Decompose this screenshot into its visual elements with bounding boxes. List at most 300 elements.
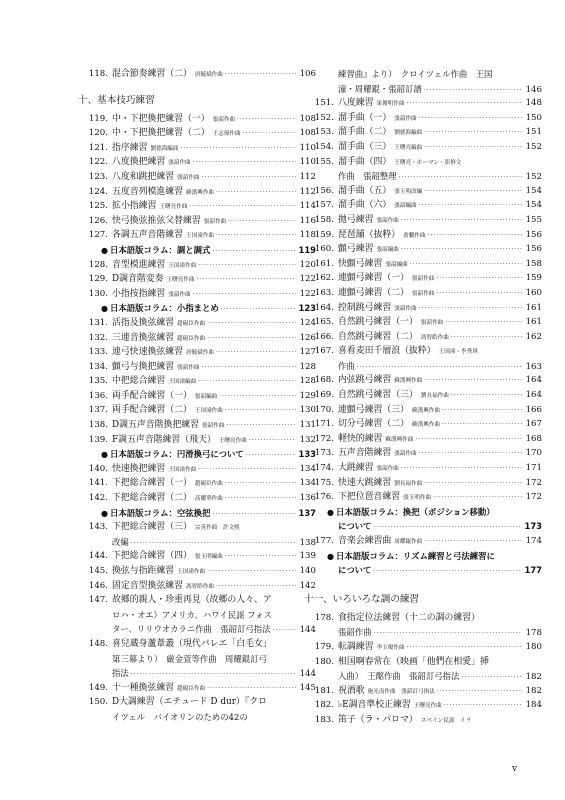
toc-entry xyxy=(304,461,542,476)
entry-composer: 蘇漢興作曲 xyxy=(412,407,440,414)
entry-number: 138. xyxy=(88,420,108,431)
entry-title: 三連音換弦練習 xyxy=(112,332,175,343)
toc-entry xyxy=(78,141,316,156)
entry-title: ♭E調音準校正練習 xyxy=(338,700,411,711)
toc-entry xyxy=(304,198,542,213)
entry-composer: 張韶作曲 xyxy=(412,290,435,297)
entry-number: 158. xyxy=(314,214,334,225)
entry-page: 158 xyxy=(525,258,542,269)
entry-title: 拡小指練習 xyxy=(112,201,157,212)
entry-number: 145. xyxy=(88,566,108,576)
toc-entry xyxy=(304,388,542,403)
toc-entry xyxy=(78,418,316,433)
toc-entry xyxy=(78,695,316,710)
entry-composer: 王曙亮作曲 xyxy=(166,277,195,284)
entry-composer: 張韶編曲 xyxy=(194,393,218,400)
entry-title: 溜手曲（一） xyxy=(338,112,392,123)
leader-dots xyxy=(216,229,296,243)
leader-dots xyxy=(436,287,522,301)
toc-entry xyxy=(78,155,316,170)
toc-entry xyxy=(304,713,542,728)
entry-number: 133. xyxy=(88,347,108,358)
entry-title: について xyxy=(338,565,372,576)
toc-entry xyxy=(304,330,542,345)
entry-number: 129. xyxy=(88,274,108,285)
entry-page: 139 xyxy=(299,551,316,562)
entry-continuation xyxy=(78,622,316,637)
toc-entry xyxy=(78,258,316,273)
page-number: v xyxy=(512,764,518,774)
entry-title: 下把総合練習（三） xyxy=(112,522,192,533)
leader-dots xyxy=(249,434,296,448)
entry-page: 123 xyxy=(298,303,316,314)
entry-page: 151 xyxy=(525,127,542,138)
bullet-icon: ● xyxy=(327,507,334,517)
leader-dots xyxy=(419,112,522,126)
entry-title: 内弦跳弓練習 xyxy=(338,375,392,386)
entry-number: 137. xyxy=(88,405,108,416)
column-entry xyxy=(78,301,316,316)
leader-dots xyxy=(451,389,522,403)
spacer xyxy=(304,578,542,588)
leader-dots xyxy=(225,550,296,564)
entry-number: 162. xyxy=(314,273,334,284)
entry-title: 大跳練習 xyxy=(338,463,374,474)
leader-dots xyxy=(373,521,522,534)
entry-title: 溜手曲（三） xyxy=(338,141,392,152)
entry-title: 快弓換弦推弦父替練習 xyxy=(112,215,201,226)
entry-title: 控制跳弓練習 xyxy=(338,302,392,313)
entry-page: 122 xyxy=(299,274,316,285)
toc-entry xyxy=(304,534,542,549)
toc-entry xyxy=(78,126,316,141)
leader-dots xyxy=(225,404,296,418)
entry-number: 119. xyxy=(88,113,108,124)
entry-composer: 馮智皓作曲 xyxy=(186,583,214,590)
leader-dots xyxy=(406,641,522,655)
entry-title: 小指按指練習 xyxy=(112,288,166,299)
entry-composer: 張韶作曲 xyxy=(177,174,200,181)
entry-title: 指序練習 xyxy=(112,142,148,153)
entry-title: 溜手曲（四） xyxy=(338,156,392,167)
entry-number: 120. xyxy=(88,128,108,139)
entry-number: 146. xyxy=(88,580,108,591)
column-entry xyxy=(78,243,316,258)
leader-dots xyxy=(131,537,296,550)
leader-dots xyxy=(207,332,296,346)
entry-title: 固定音型換弦練習 xyxy=(112,580,183,591)
toc-entry xyxy=(78,389,316,404)
entry-composer: 王曙亮・ホーマン・影修文 xyxy=(394,159,462,166)
entry-page: 140 xyxy=(299,566,316,576)
entry-composer: 宗英作曲 許文熙 xyxy=(194,525,240,532)
toc-entry xyxy=(304,257,542,272)
leader-dots xyxy=(198,259,296,273)
toc-entry xyxy=(304,213,542,228)
entry-composer: 王国潼作曲 xyxy=(168,466,197,473)
entry-composer: 張韶作曲 xyxy=(177,364,200,371)
entry-title: 連顫弓練習（二） xyxy=(338,287,409,298)
leader-dots xyxy=(461,671,522,684)
entry-title: F調五声音階練習（飛天） xyxy=(112,434,216,445)
toc-entry xyxy=(78,287,316,302)
leader-dots xyxy=(424,374,522,388)
entry-number: 121. xyxy=(88,142,108,153)
entry-number: 136. xyxy=(88,390,108,401)
leader-dots xyxy=(198,463,296,477)
column-entry xyxy=(304,505,542,520)
toc-entry xyxy=(78,549,316,564)
toc-entry xyxy=(304,417,542,432)
leader-dots xyxy=(424,141,522,155)
leader-dots xyxy=(228,215,296,229)
toc-entry xyxy=(78,272,316,287)
entry-continuation xyxy=(304,359,542,374)
entry-composer: 李玉俊作曲 xyxy=(376,644,405,651)
toc-entry xyxy=(78,637,316,652)
entry-title: 第三幕より） 厳金萱等作曲 周耀錕訂弓 xyxy=(112,653,267,664)
entry-number: 149. xyxy=(88,682,108,693)
entry-page: 156 xyxy=(525,244,542,255)
entry-composer: 高耀華作曲 xyxy=(194,496,223,503)
entry-title: 拋弓練習 xyxy=(338,214,374,225)
entry-continuation xyxy=(78,535,316,550)
toc-entry xyxy=(78,112,316,127)
entry-composer: 果俊明作曲 xyxy=(376,101,405,108)
toc-entry xyxy=(304,655,542,670)
entry-page: 148 xyxy=(525,98,542,109)
entry-page: 127 xyxy=(299,347,316,358)
leader-dots xyxy=(406,97,522,111)
entry-number: 172. xyxy=(314,433,334,444)
entry-number: 143. xyxy=(88,522,108,533)
entry-page: 161 xyxy=(525,317,542,328)
leader-dots xyxy=(193,288,296,302)
entry-composer: 王志偉作曲 xyxy=(212,131,241,138)
leader-dots xyxy=(424,477,522,491)
entry-composer: 蘇漢興作曲 xyxy=(412,422,440,429)
entry-page: 124 xyxy=(299,317,316,328)
entry-page: 108 xyxy=(299,128,316,139)
entry-composer: 趙硯臣作曲 xyxy=(177,335,206,342)
entry-composer: 張韶作曲 xyxy=(420,320,444,327)
entry-title: D大調練習（エチュード D dur）『クロ xyxy=(112,697,268,708)
entry-page: 161 xyxy=(525,302,542,313)
entry-page: 178 xyxy=(525,628,542,639)
entry-number: 131. xyxy=(88,317,108,328)
toc-entry xyxy=(304,344,542,359)
leader-dots xyxy=(131,668,296,681)
entry-title: 下把総合練習（一） xyxy=(112,478,192,489)
entry-composer: 王国潼作曲 xyxy=(177,569,206,575)
entry-continuation xyxy=(304,519,542,534)
toc-entry xyxy=(304,125,542,140)
entry-number: 151. xyxy=(314,98,334,109)
entry-page: 112 xyxy=(299,171,316,182)
entry-title: 顫弓与換把練習 xyxy=(112,361,175,372)
toc-entry xyxy=(304,684,542,699)
toc-entry xyxy=(78,228,316,243)
entry-composer: 王曙亮編曲 xyxy=(394,144,423,151)
toc-entry xyxy=(304,315,542,330)
entry-page: 172 xyxy=(525,492,542,503)
entry-page: 163 xyxy=(525,361,542,372)
leader-dots xyxy=(212,245,296,258)
entry-title: イツェル バイオリンのための42の xyxy=(112,711,248,722)
leader-dots xyxy=(189,200,296,214)
leader-dots xyxy=(207,682,296,696)
entry-composer: 王国潼作曲 xyxy=(168,262,197,269)
entry-title: 顫弓練習 xyxy=(338,244,374,255)
toc-left-column xyxy=(78,67,316,725)
entry-title: 換弦与指距練習 xyxy=(112,566,175,576)
entry-composer: 周耀錕作曲 xyxy=(394,539,423,545)
entry-composer: 王国潼編曲 xyxy=(168,379,197,386)
entry-composer: 劉長福作曲 xyxy=(420,393,449,400)
entry-title: 八度換把練習 xyxy=(112,157,166,168)
toc-entry xyxy=(304,228,542,243)
leader-dots xyxy=(202,361,296,375)
entry-composer: 王曙亮作曲 xyxy=(218,437,247,444)
entry-composer: 張韶作曲 xyxy=(376,466,399,473)
entry-composer: 劉長福作曲 xyxy=(394,480,423,487)
entry-continuation xyxy=(304,669,542,684)
toc-entry xyxy=(78,403,316,418)
entry-title: 作曲 張韶整理 xyxy=(338,171,397,182)
entry-title: 溜手曲（五） xyxy=(338,185,392,196)
leader-dots xyxy=(424,535,522,549)
entry-composer: 王国潼・李秀琪 xyxy=(438,349,478,356)
leader-dots xyxy=(246,449,296,462)
entry-title: 日本語版コラム：換把（ポジション移動） xyxy=(336,506,495,517)
entry-number: 118. xyxy=(88,69,108,79)
entry-number: 153. xyxy=(314,127,334,138)
entry-composer: 馮智皓作曲 xyxy=(420,334,449,341)
entry-page: 156 xyxy=(525,229,542,240)
entry-continuation xyxy=(304,625,542,640)
entry-composer: 張玉明編曲 xyxy=(194,554,223,561)
entry-title: 喜兒蔵身蘆葦叢（現代バレエ「白毛女」 xyxy=(112,638,272,649)
toc-entry xyxy=(304,301,542,316)
entry-page: 110 xyxy=(299,142,316,153)
entry-composer: スペイン民謡 イラ xyxy=(420,717,472,724)
entry-title: 日本語版コラム：空弦換把 xyxy=(110,507,211,518)
entry-page: 114 xyxy=(299,201,316,212)
entry-title: 下把総合練習（二） xyxy=(112,493,192,504)
entry-title: 琵琶舗（抜粋） xyxy=(338,229,401,240)
toc-entry xyxy=(304,698,542,713)
entry-title: 故郷的親人・珍重再見（故郷の人々、ア xyxy=(112,595,272,606)
entry-page: 137 xyxy=(298,507,316,518)
leader-dots xyxy=(401,214,522,228)
entry-page: 122 xyxy=(299,288,316,299)
entry-continuation xyxy=(304,67,542,82)
leader-dots xyxy=(216,346,296,360)
entry-number: 140. xyxy=(88,463,108,474)
leader-dots xyxy=(437,685,522,699)
entry-page: 134 xyxy=(299,478,316,489)
toc-entry xyxy=(304,271,542,286)
toc-entry xyxy=(304,640,542,655)
entry-number: 155. xyxy=(314,156,334,167)
entry-page: 136 xyxy=(299,493,316,504)
leader-dots xyxy=(198,375,296,389)
toc-entry xyxy=(304,432,542,447)
entry-number: 156. xyxy=(314,185,334,196)
toc-entry xyxy=(304,476,542,491)
bullet-icon: ● xyxy=(101,508,108,518)
entry-number: 167. xyxy=(314,346,334,357)
toc-entry xyxy=(304,140,542,155)
entry-composer: 趙硯臣作曲 xyxy=(177,685,206,692)
entry-page: 128 xyxy=(299,376,316,387)
entry-composer: 張韶作曲 xyxy=(168,291,191,298)
entry-composer: 張韶作曲 xyxy=(212,116,236,123)
entry-number: 126. xyxy=(88,215,108,226)
entry-page: 152 xyxy=(525,141,542,152)
entry-number: 144. xyxy=(88,551,108,562)
entry-title: 五声音階練習 xyxy=(338,448,392,459)
leader-dots xyxy=(410,258,522,272)
toc-entry xyxy=(78,170,316,185)
leader-dots xyxy=(401,462,522,476)
leader-dots xyxy=(442,418,522,432)
leader-dots xyxy=(433,491,522,505)
entry-number: 166. xyxy=(314,331,334,342)
entry-page: 130 xyxy=(299,405,316,416)
toc-entry xyxy=(78,520,316,535)
entry-page: 155 xyxy=(525,214,542,225)
entry-title: 相国啊春常在（映画「他們在相愛」挿 xyxy=(338,656,489,667)
leader-dots xyxy=(193,156,296,170)
entry-title: 張韶作曲 xyxy=(338,627,372,638)
leader-dots xyxy=(419,447,522,461)
leader-dots xyxy=(357,361,522,374)
entry-composer: 王国潼作曲 xyxy=(194,408,223,415)
entry-page: 177 xyxy=(524,565,542,576)
leader-dots xyxy=(428,229,522,243)
entry-number: 127. xyxy=(88,230,108,241)
entry-title: 軽快的練習 xyxy=(338,433,383,444)
entry-page: 138 xyxy=(299,537,316,548)
entry-title: 快顫弓練習 xyxy=(338,258,383,269)
toc-entry xyxy=(304,286,542,301)
toc-entry xyxy=(78,593,316,608)
leader-dots xyxy=(424,84,522,97)
entry-composer: 張韶作曲 xyxy=(394,115,417,122)
entry-page: 182 xyxy=(525,672,542,683)
toc-entry xyxy=(78,185,316,200)
toc-entry xyxy=(78,433,316,448)
bullet-icon: ● xyxy=(101,304,108,314)
toc-entry xyxy=(304,490,542,505)
entry-title: 下把総合練習（四） xyxy=(112,551,192,562)
entry-number: 148. xyxy=(88,638,108,649)
toc-entry xyxy=(78,199,316,214)
entry-page: 134 xyxy=(299,463,316,474)
entry-composer: 張韶作曲 xyxy=(168,160,191,167)
entry-number: 154. xyxy=(314,141,334,152)
toc-entry xyxy=(304,242,542,257)
toc-right-column xyxy=(304,67,542,728)
toc-entry xyxy=(304,184,542,199)
leader-dots xyxy=(243,127,296,141)
leader-dots xyxy=(415,433,522,447)
entry-continuation xyxy=(78,608,316,623)
entry-number: 134. xyxy=(88,361,108,372)
entry-page: 144 xyxy=(299,669,316,680)
entry-page: 154 xyxy=(525,200,542,211)
toc-entry xyxy=(78,681,316,696)
entry-page: 112 xyxy=(299,186,316,197)
entry-number: 181. xyxy=(314,685,334,696)
entry-title: 指法 xyxy=(112,668,129,679)
leader-dots xyxy=(373,565,522,578)
entry-composer: 施光南作曲 張韶訂弓指法 xyxy=(367,688,435,695)
entry-title: 中・下把換把練習（一） xyxy=(112,113,210,124)
entry-number: 164. xyxy=(314,302,334,313)
entry-number: 135. xyxy=(88,376,108,387)
toc-entry xyxy=(78,331,316,346)
leader-dots xyxy=(374,627,523,640)
leader-dots xyxy=(273,624,296,637)
column-entry xyxy=(78,506,316,521)
entry-composer: 劉德海編曲 xyxy=(394,130,423,137)
entry-page: 110 xyxy=(299,157,316,168)
entry-page: 126 xyxy=(299,332,316,343)
entry-composer: 張玉明改編 xyxy=(394,188,423,195)
entry-page: 182 xyxy=(525,685,542,696)
toc-entry xyxy=(304,611,542,626)
toc-entry xyxy=(78,579,316,594)
entry-page: 146 xyxy=(525,84,542,95)
entry-title: 活指及換弦練習 xyxy=(112,317,175,328)
entry-number: 169. xyxy=(314,390,334,401)
entry-title: 五度音列模進練習 xyxy=(112,186,183,197)
entry-page: 174 xyxy=(525,536,542,546)
toc-entry xyxy=(78,476,316,491)
entry-page: 106 xyxy=(299,69,316,79)
entry-page: 164 xyxy=(525,375,542,386)
entry-continuation xyxy=(78,666,316,681)
entry-title: D調音階変奏 xyxy=(112,274,164,285)
entry-continuation xyxy=(304,563,542,578)
entry-page: 160 xyxy=(525,287,542,298)
entry-number: 171. xyxy=(314,419,334,430)
entry-number: 160. xyxy=(314,244,334,255)
entry-number: 178. xyxy=(314,612,334,623)
entry-composer: 蘇漢興作曲 xyxy=(186,189,214,196)
entry-composer: 趙硯臣作曲 xyxy=(194,481,223,488)
entry-composer: 趙硯臣作曲 xyxy=(177,320,206,327)
entry-title: 祝酒歌 xyxy=(338,685,365,696)
leader-dots xyxy=(237,113,296,127)
entry-title: 笛子（ラ・パロマ） xyxy=(338,714,418,725)
leader-dots xyxy=(202,171,296,185)
entry-title: 中把総合練習 xyxy=(112,376,166,387)
leader-dots xyxy=(401,243,522,257)
entry-page: 131 xyxy=(299,420,316,431)
toc-entry xyxy=(78,491,316,506)
entry-title: 潼・周耀錕・張韶訂譜 xyxy=(338,83,422,94)
leader-dots xyxy=(225,477,296,491)
entry-title: 自然跳弓練習（三） xyxy=(338,390,418,401)
leader-dots xyxy=(419,199,522,213)
leader-dots xyxy=(216,580,296,594)
entry-title: 下把位琶音練習 xyxy=(338,492,401,503)
toc-entry xyxy=(78,67,316,82)
entry-title: 日本語版コラム：円滑換弓について xyxy=(110,449,244,460)
